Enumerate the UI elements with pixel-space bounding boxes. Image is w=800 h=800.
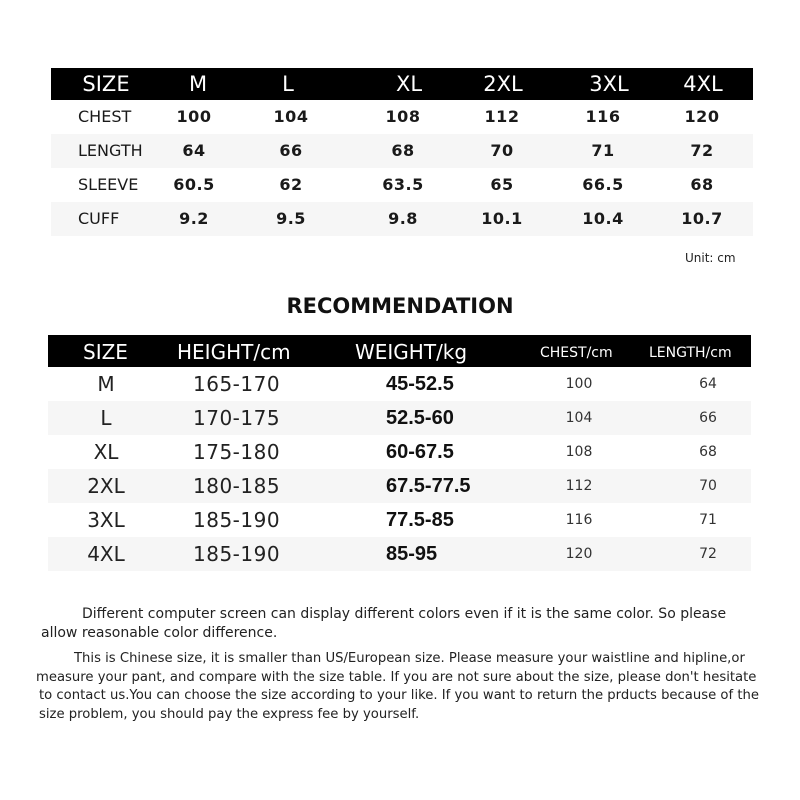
note-line: This is Chinese size, it is smaller than US/European size. Please measure your waistline and hipline,or xyxy=(74,651,745,666)
cell: 9.5 xyxy=(276,209,306,228)
cell-height: 165-170 xyxy=(193,372,281,396)
cell: 10.1 xyxy=(481,209,523,228)
cell-weight: 52.5-60 xyxy=(386,407,454,429)
header-weight: WEIGHT/kg xyxy=(355,340,468,364)
cell: 9.8 xyxy=(388,209,418,228)
color-difference-note xyxy=(36,605,781,643)
recommendation-header xyxy=(48,335,751,367)
cell-size: 4XL xyxy=(87,542,125,566)
header-size: SIZE xyxy=(83,340,128,364)
cell: 10.4 xyxy=(582,209,624,228)
cell-size: XL xyxy=(93,440,119,464)
row-label: SLEEVE xyxy=(78,175,139,194)
size-chart-header xyxy=(51,68,753,100)
cell-height: 175-180 xyxy=(193,440,281,464)
cell: 68 xyxy=(391,141,415,160)
cell-weight: 85-95 xyxy=(386,543,438,565)
cell-chest: 108 xyxy=(565,444,593,460)
cell: 72 xyxy=(690,141,714,160)
table-row xyxy=(48,469,751,503)
row-label: CUFF xyxy=(78,209,120,228)
cell: 65 xyxy=(490,175,514,194)
row-label: CHEST xyxy=(78,107,132,126)
cell-chest: 120 xyxy=(565,546,593,562)
cell-chest: 104 xyxy=(565,410,593,426)
note-line: measure your pant, and compare with the size table. If you are not sure about the size, please don't hesitate xyxy=(36,669,757,685)
cell: 70 xyxy=(490,141,514,160)
table-row xyxy=(48,435,751,469)
cell-height: 185-190 xyxy=(193,508,281,532)
cell-chest: 100 xyxy=(565,376,593,392)
cell: 10.7 xyxy=(681,209,723,228)
table-row xyxy=(48,401,751,435)
cell-size: 2XL xyxy=(87,474,125,498)
table-row xyxy=(48,537,751,571)
cell-chest: 112 xyxy=(565,478,593,494)
cell-weight: 77.5-85 xyxy=(386,509,454,531)
cell-height: 180-185 xyxy=(193,474,281,498)
cell: 68 xyxy=(690,175,714,194)
header-length: LENGTH/cm xyxy=(649,345,732,361)
table-row-chest xyxy=(51,100,753,134)
recommendation-title: RECOMMENDATION xyxy=(286,294,514,318)
header-l: L xyxy=(282,72,294,96)
cell-length: 71 xyxy=(699,512,717,528)
table-row-cuff xyxy=(51,202,753,236)
note-line: Different computer screen can display different colors even if it is the same color. So please xyxy=(82,606,727,622)
unit-note: Unit: cm xyxy=(685,251,736,265)
header-height: HEIGHT/cm xyxy=(177,340,291,364)
header-xl: XL xyxy=(395,72,423,96)
note-line: allow reasonable color difference. xyxy=(41,625,278,641)
cell-weight: 60-67.5 xyxy=(386,441,454,463)
table-row xyxy=(48,367,751,401)
cell: 64 xyxy=(182,141,206,160)
cell: 66.5 xyxy=(582,175,624,194)
cell: 9.2 xyxy=(179,209,209,228)
cell: 66 xyxy=(279,141,303,160)
note-line: size problem, you should pay the express fee by yourself. xyxy=(39,706,420,722)
header-m: M xyxy=(188,72,208,96)
cell: 71 xyxy=(591,141,615,160)
cell-length: 66 xyxy=(699,410,717,426)
cell-chest: 116 xyxy=(565,512,593,528)
cell: 112 xyxy=(484,107,520,126)
cell: 116 xyxy=(585,107,621,126)
cell: 60.5 xyxy=(173,175,215,194)
cell: 62 xyxy=(279,175,303,194)
cell-size: L xyxy=(100,406,112,430)
table-row-sleeve xyxy=(51,168,753,202)
cell: 100 xyxy=(176,107,212,126)
header-size: SIZE xyxy=(82,72,130,96)
cell-height: 170-175 xyxy=(193,406,281,430)
cell-weight: 67.5-77.5 xyxy=(386,475,471,497)
cell-length: 72 xyxy=(699,546,717,562)
note-line: to contact us.You can choose the size according to your like. If you want to return the prducts because of the xyxy=(39,688,759,703)
recommendation-table xyxy=(48,335,751,571)
cell: 120 xyxy=(684,107,720,126)
cell-length: 64 xyxy=(699,376,717,392)
row-label: LENGTH xyxy=(78,141,143,160)
cell-size: 3XL xyxy=(87,508,125,532)
table-row xyxy=(48,503,751,537)
header-2xl: 2XL xyxy=(483,72,523,96)
size-chart-table xyxy=(51,68,753,236)
cell: 104 xyxy=(273,107,309,126)
cell: 108 xyxy=(385,107,421,126)
cell-length: 68 xyxy=(699,444,717,460)
table-row-length xyxy=(51,134,753,168)
cell-length: 70 xyxy=(699,478,717,494)
cell: 63.5 xyxy=(382,175,424,194)
header-3xl: 3XL xyxy=(589,72,629,96)
cell-height: 185-190 xyxy=(193,542,281,566)
header-chest: CHEST/cm xyxy=(540,345,613,361)
cell-size: M xyxy=(97,372,115,396)
header-4xl: 4XL xyxy=(683,72,723,96)
cell-weight: 45-52.5 xyxy=(386,373,454,395)
chinese-size-note xyxy=(36,650,781,724)
